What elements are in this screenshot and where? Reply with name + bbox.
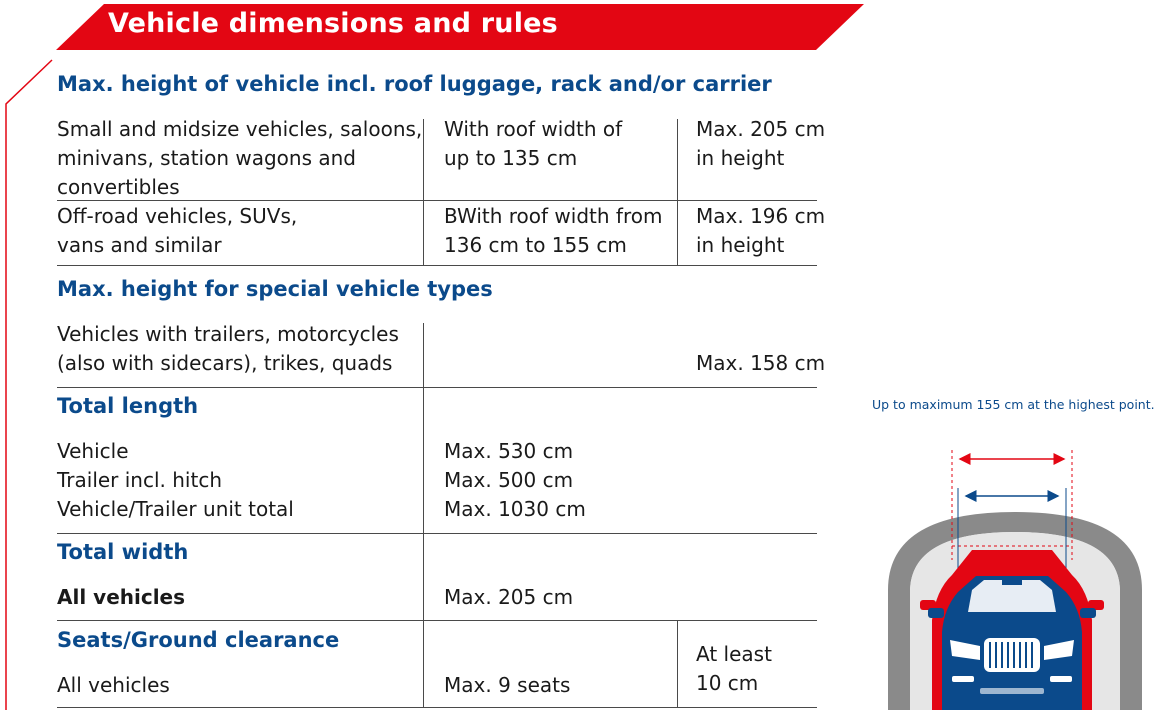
heading-total-width: Total width	[57, 540, 189, 564]
seats-label: All vehicles	[57, 673, 170, 697]
row2-condition	[444, 202, 662, 260]
width-label: All vehicles	[57, 585, 186, 609]
page-title: Vehicle dimensions and rules	[108, 8, 558, 39]
row1-vehicle-types	[57, 115, 422, 202]
row2-limit-line: in height	[696, 233, 785, 257]
special-vehicle-types	[57, 320, 399, 378]
row2-condition-line: BWith roof width from	[444, 204, 663, 228]
row2-vehicle-line: vans and similar	[57, 233, 222, 257]
row2-limit	[696, 202, 825, 260]
special-vehicle-line: Vehicles with trailers, motorcycles	[57, 322, 399, 346]
row-divider	[57, 620, 817, 621]
column-divider	[423, 533, 424, 620]
length-label: Vehicle	[57, 439, 129, 463]
special-vehicle-line: (also with sidecars), trikes, quads	[57, 351, 393, 375]
row-divider	[57, 200, 817, 201]
row1-condition	[444, 115, 622, 173]
length-label: Trailer incl. hitch	[57, 468, 222, 492]
blue-car-mirror-left	[928, 608, 944, 618]
decorative-red-frame-line	[0, 0, 60, 710]
column-divider	[677, 119, 678, 265]
length-values	[444, 437, 586, 524]
row-divider	[57, 387, 817, 388]
width-value: Max. 205 cm	[444, 585, 574, 609]
column-divider	[677, 620, 678, 707]
heading-special-vehicles: Max. height for special vehicle types	[57, 277, 493, 301]
length-labels	[57, 437, 294, 524]
row1-limit-line: Max. 205 cm	[696, 117, 826, 141]
row1-vehicle-line: Small and midsize vehicles, saloons,	[57, 117, 423, 141]
row2-vehicle-line: Off-road vehicles, SUVs,	[57, 204, 298, 228]
blue-car-mirror-right	[1080, 608, 1096, 618]
heading-total-length: Total length	[57, 394, 199, 418]
length-value: Max. 530 cm	[444, 439, 574, 463]
clearance-line: At least	[696, 642, 772, 666]
length-value: Max. 1030 cm	[444, 497, 586, 521]
seats-value: Max. 9 seats	[444, 673, 571, 697]
heading-seats-clearance: Seats/Ground clearance	[57, 628, 340, 652]
clearance-value	[696, 640, 772, 698]
length-value: Max. 500 cm	[444, 468, 574, 492]
row1-limit-line: in height	[696, 146, 785, 170]
row1-vehicle-line: convertibles	[57, 175, 180, 199]
special-limit: Max. 158 cm	[696, 351, 826, 375]
row1-condition-line: up to 135 cm	[444, 146, 578, 170]
column-divider	[423, 323, 424, 533]
row1-limit	[696, 115, 825, 173]
length-label: Vehicle/Trailer unit total	[57, 497, 294, 521]
column-divider	[423, 620, 424, 707]
column-divider	[423, 119, 424, 265]
car-wash-illustration	[880, 440, 1150, 710]
clearance-line: 10 cm	[696, 671, 759, 695]
row2-limit-line: Max. 196 cm	[696, 204, 826, 228]
row-divider	[57, 265, 817, 266]
row2-vehicle-types	[57, 202, 297, 260]
row-divider	[57, 707, 817, 708]
row1-condition-line: With roof width of	[444, 117, 623, 141]
row2-condition-line: 136 cm to 155 cm	[444, 233, 627, 257]
heading-roof-height: Max. height of vehicle incl. roof luggage, rack and/or carrier	[57, 72, 772, 96]
row1-vehicle-line: minivans, station wagons and	[57, 146, 356, 170]
blue-car-mirror	[1002, 580, 1022, 585]
illustration-caption: Up to maximum 155 cm at the highest point.	[872, 397, 1155, 412]
row-divider	[57, 533, 817, 534]
